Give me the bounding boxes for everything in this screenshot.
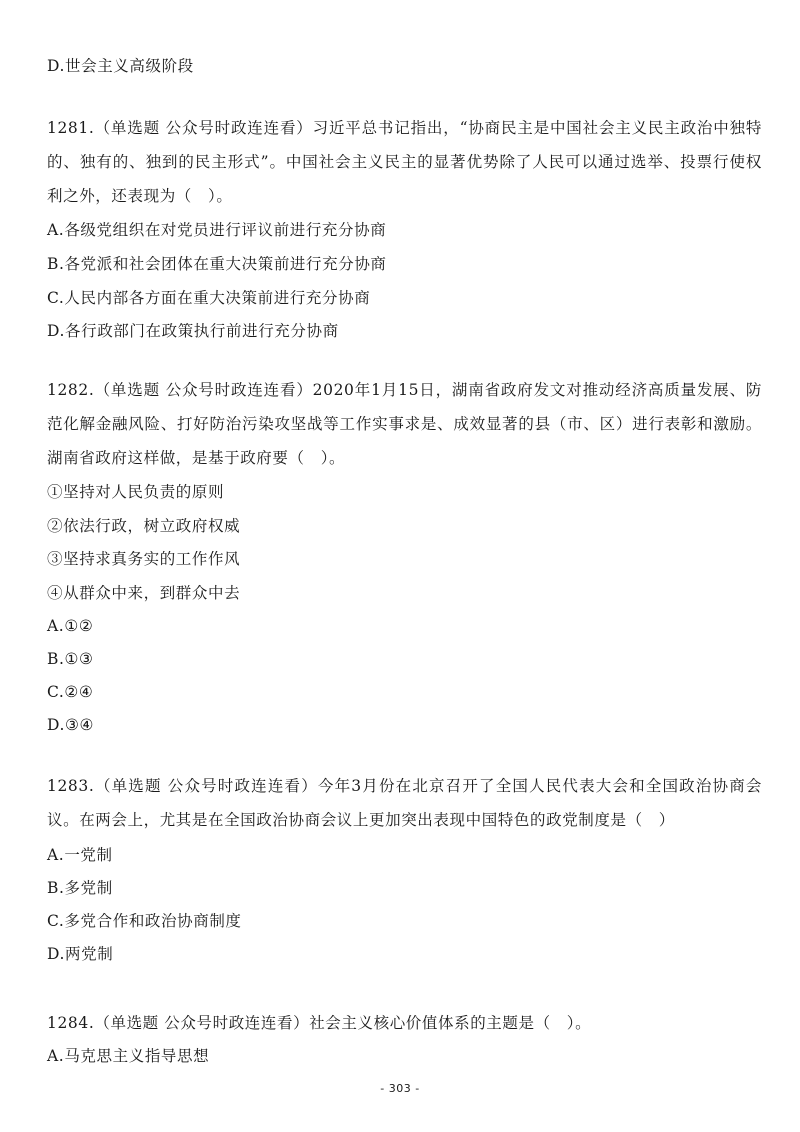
question-1282-option-c: C.②④ [47, 683, 94, 701]
question-1282-statement-2: ②依法行政，树立政府权威 [47, 517, 241, 535]
question-1281-option-d: D.各行政部门在政策执行前进行充分协商 [47, 322, 339, 340]
page-number: - 303 - [380, 1082, 420, 1095]
question-1283-stem: 1283.（单选题 公众号时政连连看）今年3月份在北京召开了全国人民代表大会和全国政治协商会议。在两会上，尤其是在全国政治协商会议上更加突出表现中国特色的政党制度是（ ） [47, 777, 762, 829]
question-1283-option-c: C.多党合作和政治协商制度 [47, 912, 242, 930]
question-1282-option-d: D.③④ [47, 716, 94, 734]
question-1281-option-a: A.各级党组织在对党员进行评议前进行充分协商 [47, 221, 387, 239]
question-1284-option-a: A.马克思主义指导思想 [47, 1047, 210, 1065]
question-1282-stem: 1282.（单选题 公众号时政连连看）2020年1月15日，湖南省政府发文对推动经济高质量发展、防范化解金融风险、打好防治污染攻坚战等工作实事求是、成效显著的县（市、区）进行表彰和激励。湖南省政府这样做，是基于政府要（ ）。 [47, 381, 762, 467]
question-1282-option-b: B.①③ [47, 650, 94, 668]
question-1284-stem: 1284.（单选题 公众号时政连连看）社会主义核心价值体系的主题是（ ）。 [47, 1014, 592, 1032]
question-1282-option-a: A.①② [47, 617, 94, 635]
question-1283-option-b: B.多党制 [47, 879, 113, 897]
question-1282-statement-3: ③坚持求真务实的工作作风 [47, 550, 241, 568]
previous-question-option-d: D.世会主义高级阶段 [47, 57, 194, 75]
question-1282-statement-4: ④从群众中来，到群众中去 [47, 584, 241, 602]
question-1281-option-b: B.各党派和社会团体在重大决策前进行充分协商 [47, 255, 387, 273]
question-1281-option-c: C.人民内部各方面在重大决策前进行充分协商 [47, 289, 371, 307]
question-1283-option-a: A.一党制 [47, 846, 113, 864]
question-1283-option-d: D.两党制 [47, 945, 114, 963]
question-1281-stem: 1281.（单选题 公众号时政连连看）习近平总书记指出，“协商民主是中国社会主义民主政治中独特的、独有的、独到的民主形式”。中国社会主义民主的显著优势除了人民可以通过选举、投票行使权利之外，还表现为（ ）。 [47, 119, 762, 205]
question-1282-statement-1: ①坚持对人民负责的原则 [47, 483, 225, 501]
